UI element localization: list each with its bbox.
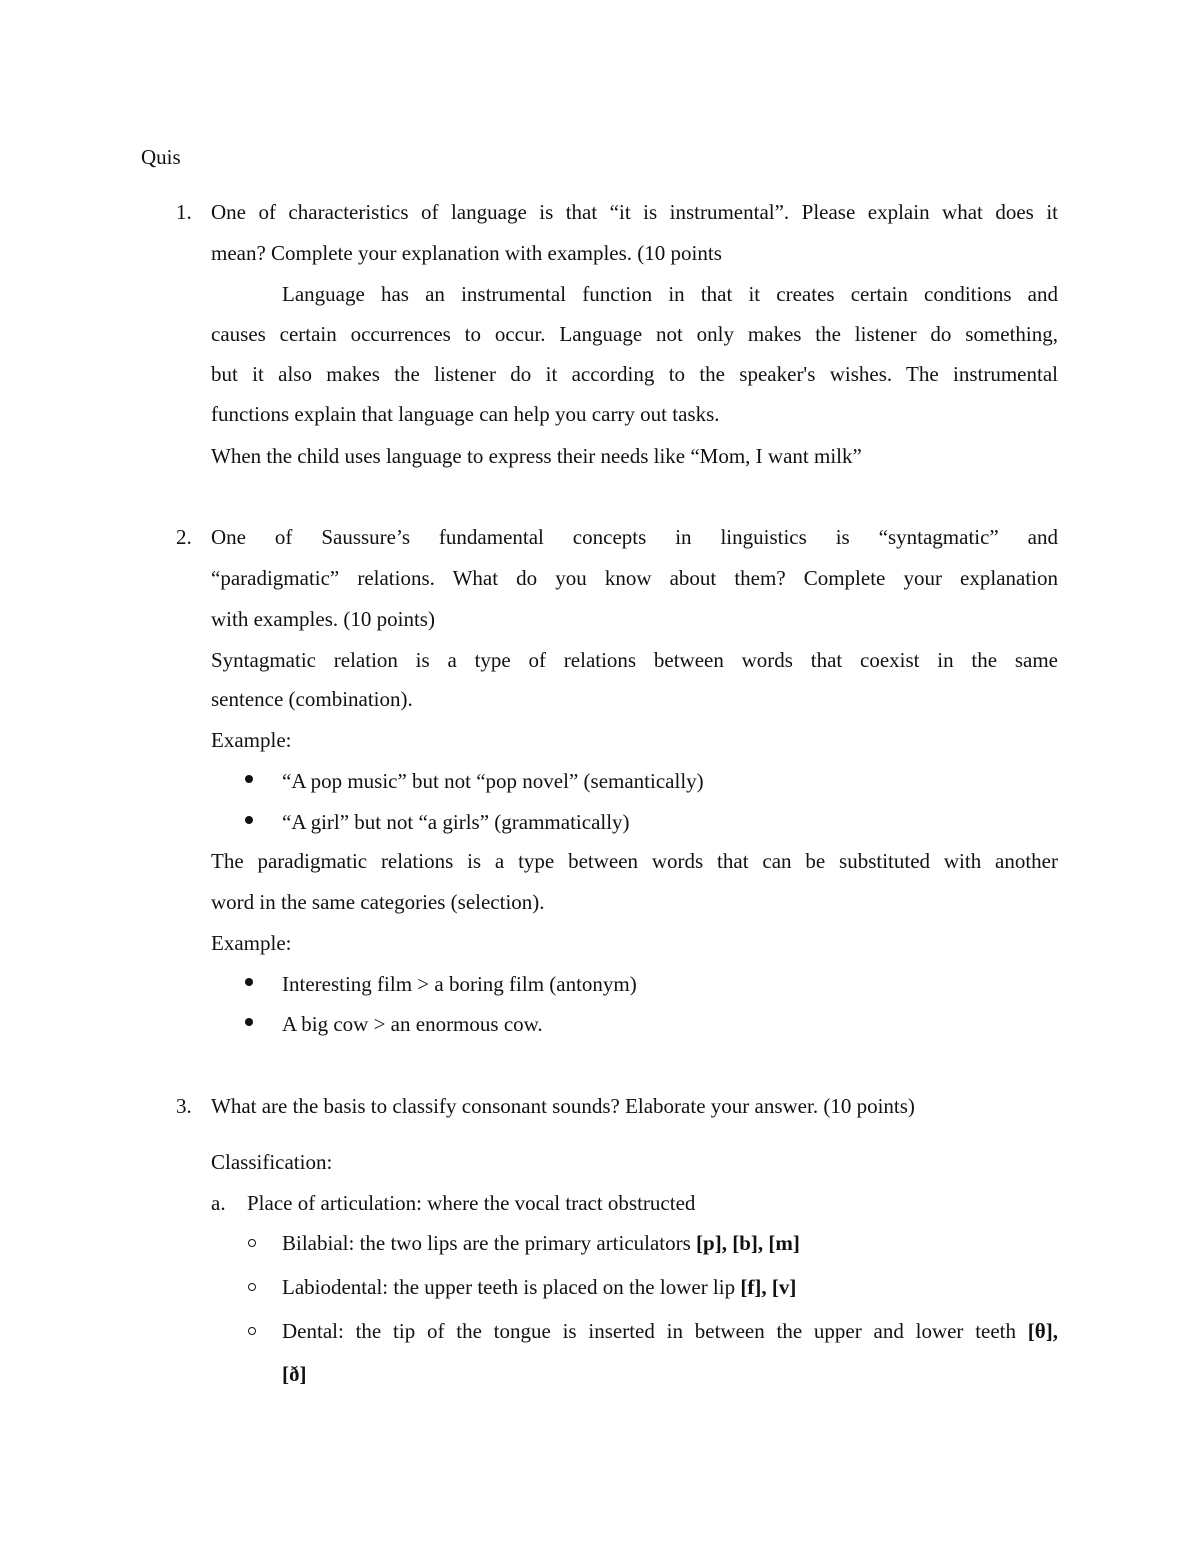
q2-syntagmatic-line-1-text: Syntagmatic relation is a type of relations between words that coexist in the same [211, 648, 1058, 672]
q3-item-bilabial-sounds: [p], [b], [m] [696, 1231, 800, 1255]
q2-paradigmatic-example-1: Interesting film > a boring film (antonym) [282, 972, 637, 996]
q3-item-dental-sounds: [θ], [1027, 1319, 1058, 1343]
circle-bullet-icon [248, 1327, 256, 1335]
q1-answer-line-1 [282, 280, 1058, 308]
circle-bullet-icon [248, 1239, 256, 1247]
q1-answer-line-2-text: causes certain occurrences to occur. Language not only makes the listener do something, [211, 322, 1058, 346]
q1-question-line-1 [211, 198, 1058, 226]
bullet-icon [245, 775, 253, 783]
bullet-icon [245, 816, 253, 824]
q1-answer-line-1-text: Language has an instrumental function in that it creates certain conditions and [282, 282, 1058, 306]
q2-syntagmatic-example-1: “A pop music” but not “pop novel” (semantically) [282, 769, 704, 793]
q3-item-dental-continuation: [ð] [282, 1362, 307, 1386]
bullet-icon [245, 1018, 253, 1026]
q2-question-line-2 [211, 564, 1058, 592]
q1-question-line-2: mean? Complete your explanation with examples. (10 points [211, 241, 722, 265]
q3-question: What are the basis to classify consonant sounds? Elaborate your answer. (10 points) [211, 1094, 915, 1118]
bullet-icon [245, 978, 253, 986]
q2-question-line-3: with examples. (10 points) [211, 607, 435, 631]
q3-classification-label: Classification: [211, 1150, 333, 1174]
q1-answer-line-2 [211, 320, 1058, 348]
q2-number: 2. [176, 525, 192, 549]
q3-item-dental-text: Dental: the tip of the tongue is inserted in between the upper and lower teeth [282, 1319, 1028, 1343]
q2-paradigmatic-line-1-text: The paradigmatic relations is a type between words that can be substituted with another [211, 849, 1058, 873]
q3-item-labiodental-sounds: [f], [v] [740, 1275, 797, 1299]
q3-item-bilabial-text: Bilabial: the two lips are the primary articulators [282, 1231, 697, 1255]
q1-number: 1. [176, 200, 192, 224]
q2-question-line-2-text: “paradigmatic” relations. What do you know about them? Complete your explanation [211, 566, 1058, 590]
circle-bullet-icon [248, 1283, 256, 1291]
q3-item-dental-line [282, 1317, 1058, 1345]
q2-question-line-1 [211, 523, 1058, 551]
q2-question-line-1-text: One of Saussure’s fundamental concepts in linguistics is “syntagmatic” and [211, 525, 1058, 549]
q3-item-dental [282, 1317, 1058, 1345]
q2-paradigmatic-line-1 [211, 847, 1058, 875]
q2-syntagmatic-example-2: “A girl” but not “a girls” (grammatically) [282, 810, 630, 834]
q3-item-bilabial [282, 1229, 800, 1257]
q2-syntagmatic-line-1 [211, 646, 1058, 674]
q2-syntagmatic-line-2: sentence (combination). [211, 687, 413, 711]
q2-example-label-1: Example: [211, 728, 292, 752]
q1-answer-line-3 [211, 360, 1058, 388]
q3-item-labiodental-text: Labiodental: the upper teeth is placed on the lower lip [282, 1275, 741, 1299]
q3-item-labiodental [282, 1273, 796, 1301]
q3-sub-a-letter: a. [211, 1191, 226, 1215]
q3-number: 3. [176, 1094, 192, 1118]
q1-answer-line-4: functions explain that language can help you carry out tasks. [211, 402, 720, 426]
q2-example-label-2: Example: [211, 931, 292, 955]
q2-paradigmatic-line-2: word in the same categories (selection). [211, 890, 545, 914]
document-title: Quis [141, 145, 181, 169]
q1-answer-line-5: When the child uses language to express their needs like “Mom, I want milk” [211, 444, 862, 468]
q1-answer-line-3-text: but it also makes the listener do it according to the speaker's wishes. The instrumental [211, 362, 1058, 386]
q2-paradigmatic-example-2: A big cow > an enormous cow. [282, 1012, 543, 1036]
q3-sub-a-text: Place of articulation: where the vocal tract obstructed [247, 1191, 696, 1215]
q1-question-line-1-text: One of characteristics of language is that “it is instrumental”. Please explain what does it [211, 200, 1058, 224]
